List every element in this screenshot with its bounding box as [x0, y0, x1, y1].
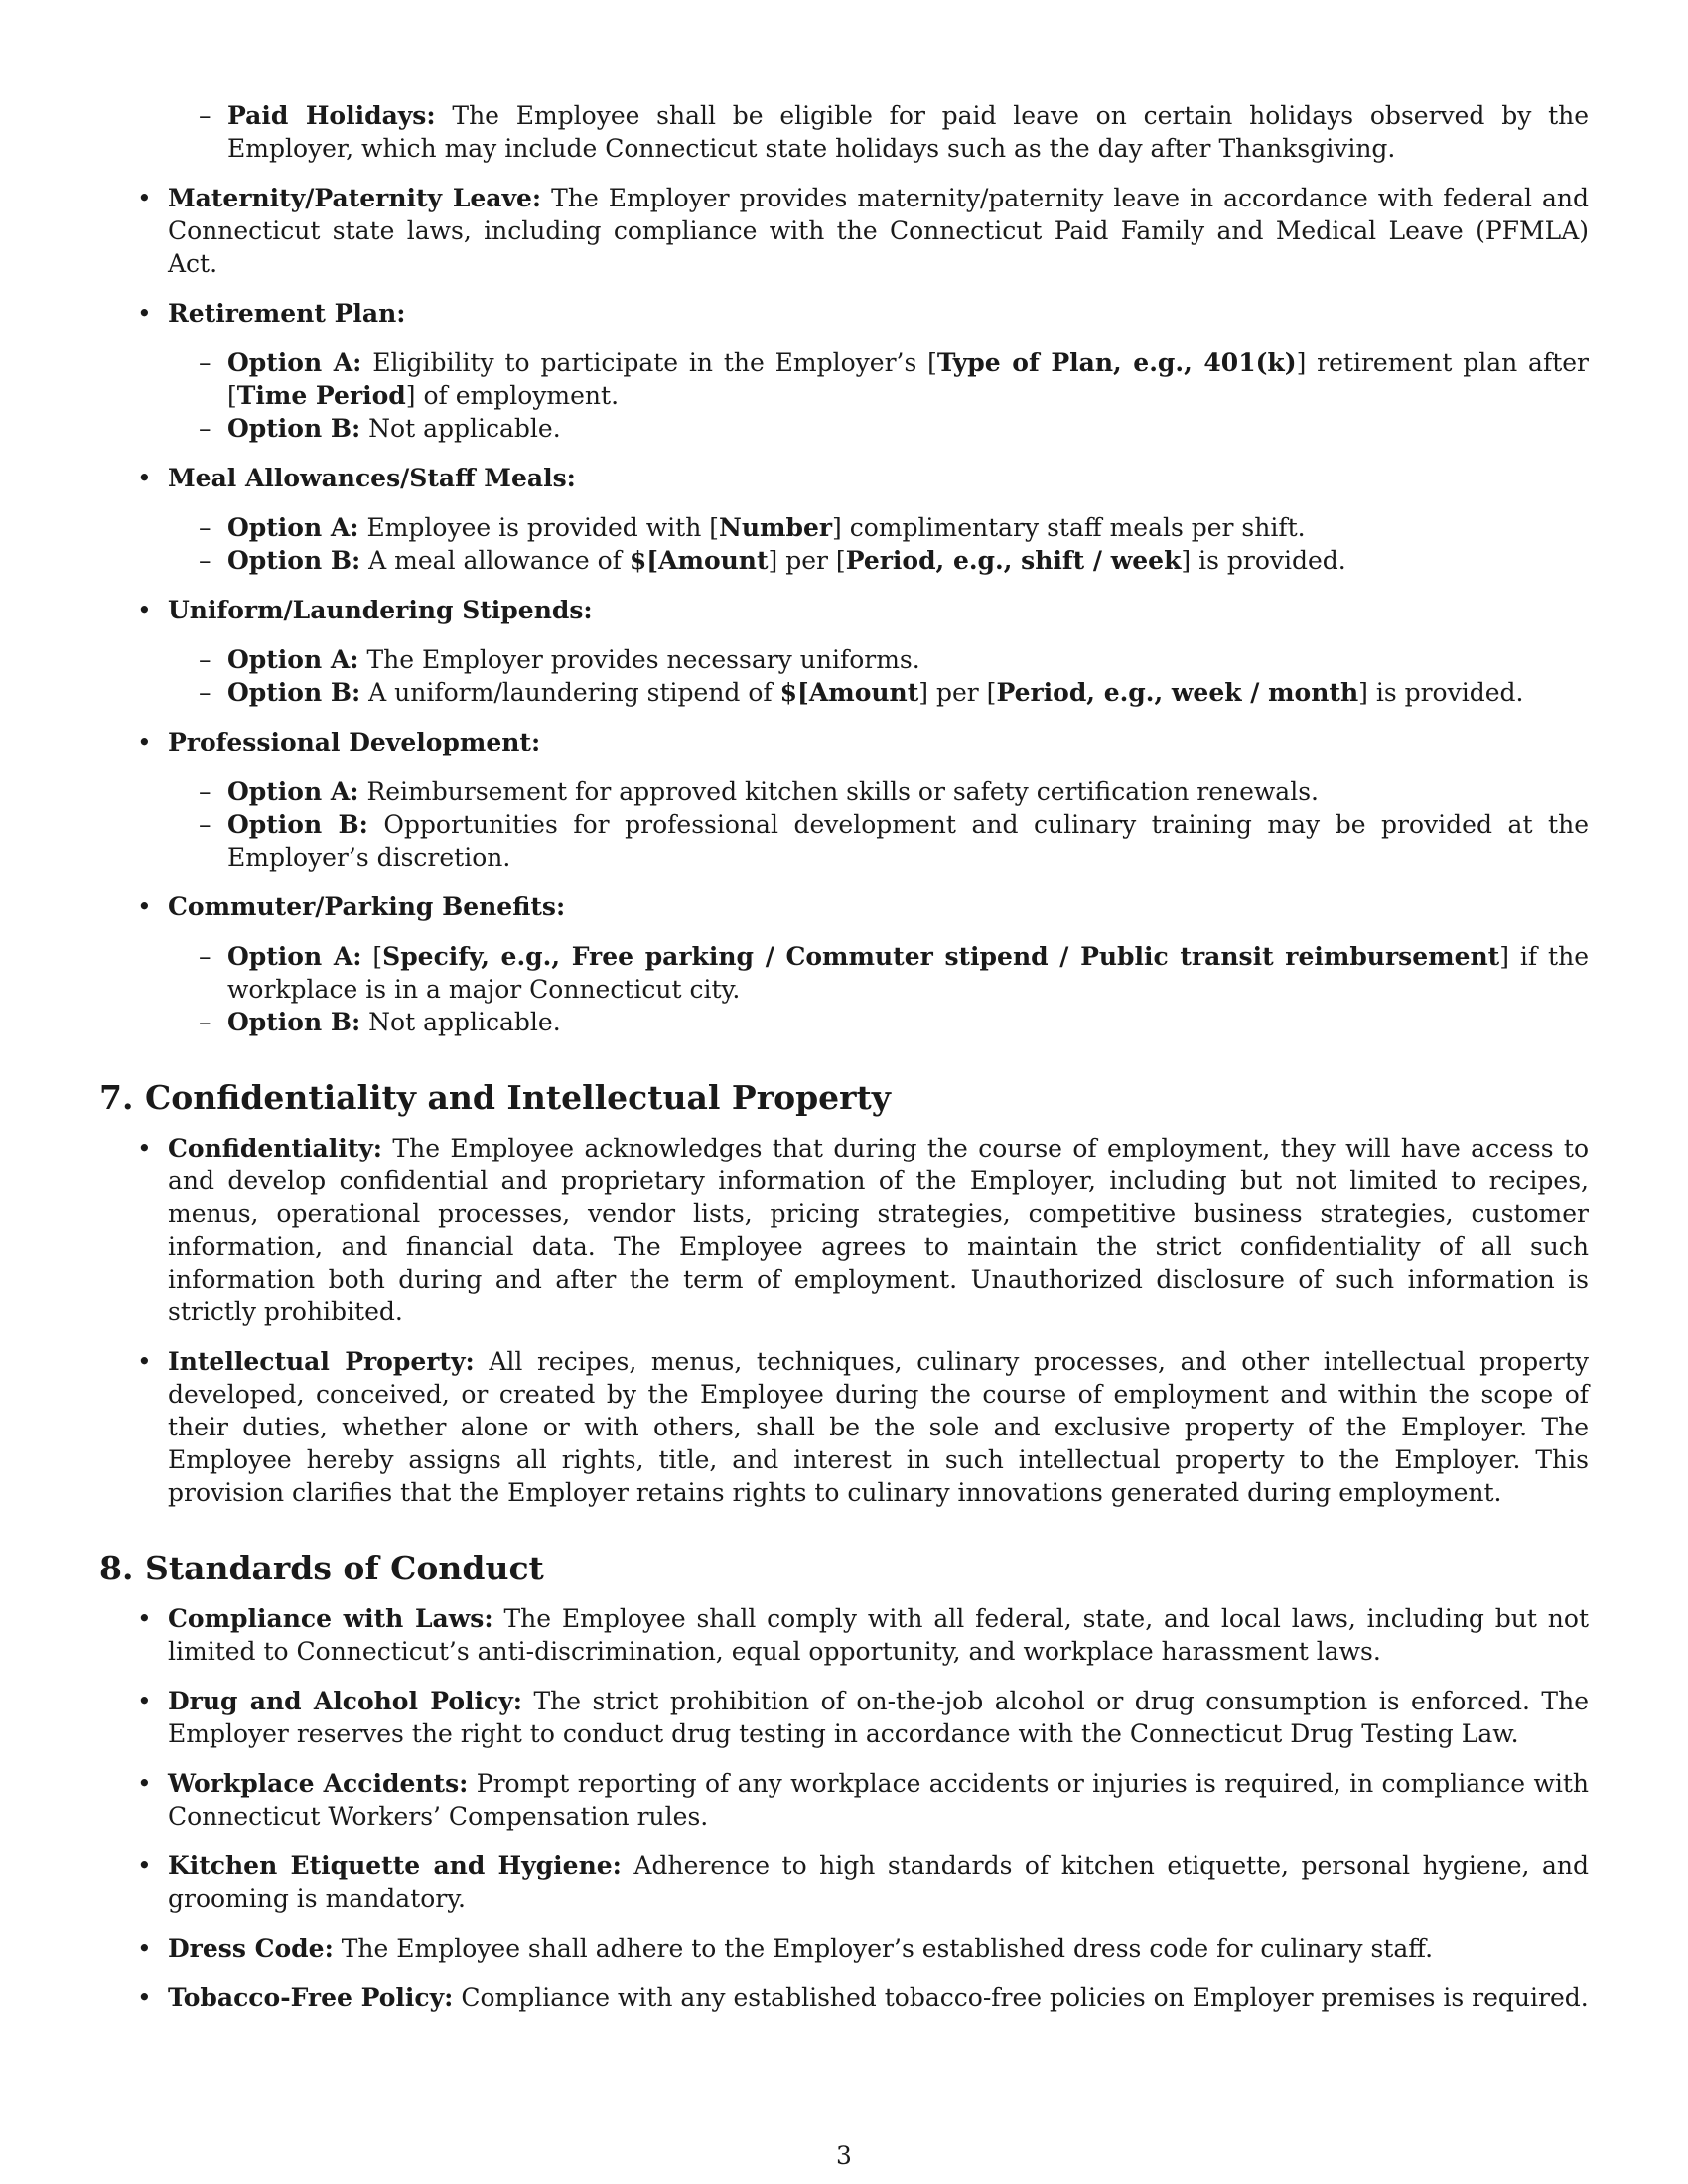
retirement-plan-item	[99, 297, 1589, 445]
option-text: ] is provided.	[1358, 678, 1524, 707]
option-text: [	[372, 942, 383, 971]
section-7-list	[99, 1132, 1589, 1509]
option-text: Employee is provided with [	[366, 513, 719, 542]
placeholder-field: Specify, e.g., Free parking / Commuter stipend / Public transit reimbursement	[382, 942, 1500, 971]
item-label: Professional Development:	[168, 728, 541, 756]
maternity-leave-item	[99, 182, 1589, 280]
placeholder-field: Type of Plan, e.g., 401(k)	[936, 348, 1297, 377]
option-text: Eligibility to participate in the Employer’s [	[372, 348, 937, 377]
item-label: Tobacco-Free Policy:	[168, 1983, 454, 2012]
section-title: Standards of Conduct	[145, 1549, 544, 1587]
item-text: Adherence to high standards of kitchen etiquette, personal hygiene, and grooming is mandatory.	[168, 1851, 1589, 1913]
confidentiality-item	[99, 1132, 1589, 1328]
paid-holidays-item	[168, 99, 1589, 165]
option-text: Not applicable.	[368, 1008, 561, 1036]
section-number: 7.	[99, 1078, 134, 1117]
option-text: The Employer provides necessary uniforms.	[366, 645, 920, 674]
item-label: Retirement Plan:	[168, 299, 406, 328]
placeholder-field: Number	[719, 513, 833, 542]
uniform-stipends-item	[99, 594, 1589, 709]
item-text: The Employer provides maternity/paternity leave in accordance with federal and Connecticut state laws, including compliance with the Connecticut Paid Family and Medical Leave (PFMLA) Act.	[168, 184, 1590, 278]
item-text: Compliance with any established tobacco-free policies on Employer premises is required.	[461, 1983, 1589, 2012]
commuter-parking-item	[99, 890, 1589, 1038]
item-label: Drug and Alcohol Policy:	[168, 1687, 522, 1715]
option-label: Option B:	[227, 1008, 361, 1036]
section-8-heading	[99, 1549, 1589, 1588]
option-a	[168, 511, 1589, 544]
option-a	[168, 346, 1589, 412]
item-label: Kitchen Etiquette and Hygiene:	[168, 1851, 622, 1880]
item-label: Dress Code:	[168, 1934, 334, 1963]
item-text: Prompt reporting of any workplace accidents or injuries is required, in compliance with Connecticut Workers’ Compensation rules.	[168, 1769, 1590, 1831]
item-text: The Employee shall adhere to the Employer’s established dress code for culinary staff.	[341, 1934, 1434, 1963]
benefits-list	[99, 182, 1589, 1038]
section-7-heading	[99, 1078, 1589, 1118]
option-label: Option B:	[227, 810, 368, 839]
meal-allowances-item	[99, 462, 1589, 577]
option-label: Option A:	[227, 513, 359, 542]
item-label: Commuter/Parking Benefits:	[168, 892, 566, 921]
option-label: Option B:	[227, 546, 361, 575]
placeholder-field: Time Period	[236, 381, 406, 410]
item-label: Paid Holidays:	[227, 101, 436, 130]
item-label: Compliance with Laws:	[168, 1604, 493, 1633]
page-number: 3	[836, 2141, 852, 2170]
item-label: Intellectual Property:	[168, 1347, 475, 1376]
placeholder-field: $[Amount	[629, 546, 769, 575]
workplace-accidents-item	[99, 1767, 1589, 1833]
kitchen-etiquette-item	[99, 1849, 1589, 1915]
option-text: ] complimentary staff meals per shift.	[832, 513, 1306, 542]
drug-alcohol-item	[99, 1685, 1589, 1750]
option-b	[168, 808, 1589, 874]
commuter-options	[168, 940, 1589, 1038]
option-label: Option A:	[227, 348, 362, 377]
option-text: Opportunities for professional development and culinary training may be provided at the Employer’s discretion.	[227, 810, 1589, 872]
option-text: Reimbursement for approved kitchen skills or safety certification renewals.	[366, 777, 1319, 806]
page-content	[99, 99, 1589, 2014]
option-text: ] per [	[918, 678, 997, 707]
option-b	[168, 1006, 1589, 1038]
option-text: A uniform/laundering stipend of	[368, 678, 780, 707]
item-text: The strict prohibition of on-the-job alcohol or drug consumption is enforced. The Employer reserves the right to conduct drug testing in accordance with the Connecticut Drug Testing Law.	[168, 1687, 1589, 1748]
placeholder-field: Period, e.g., week / month	[996, 678, 1359, 707]
option-b	[168, 676, 1589, 709]
option-text: ] retirement plan after [	[227, 348, 1590, 410]
item-label: Meal Allowances/Staff Meals:	[168, 464, 576, 492]
item-label: Uniform/Laundering Stipends:	[168, 596, 593, 624]
tobacco-free-item	[99, 1981, 1589, 2014]
item-label: Maternity/Paternity Leave:	[168, 184, 542, 212]
option-text: ] is provided.	[1181, 546, 1346, 575]
section-title: Confidentiality and Intellectual Property	[145, 1078, 891, 1117]
intellectual-property-item	[99, 1345, 1589, 1509]
option-text: ] per [	[768, 546, 846, 575]
placeholder-field: Period, e.g., shift / week	[845, 546, 1182, 575]
option-label: Option A:	[227, 645, 359, 674]
section-number: 8.	[99, 1549, 134, 1587]
meal-options	[168, 511, 1589, 577]
dress-code-item	[99, 1932, 1589, 1965]
item-label: Workplace Accidents:	[168, 1769, 469, 1798]
option-b	[168, 412, 1589, 445]
item-label: Confidentiality:	[168, 1134, 383, 1162]
item-text: All recipes, menus, techniques, culinary processes, and other intellectual property developed, conceived, or created by the Employee during the course of employment and within the scope of their duties, whether alone or with others, shall be the sole and exclusive property of the Employer. The Employee hereby assigns all rights, title, and interest in such intellectual property to the Employer. This provision clarifies that the Employer retains rights to culinary innovations generated during employment.	[168, 1347, 1590, 1507]
option-label: Option A:	[227, 777, 359, 806]
option-text: ] of employment.	[405, 381, 620, 410]
option-b	[168, 544, 1589, 577]
option-label: Option B:	[227, 414, 361, 443]
option-label: Option B:	[227, 678, 361, 707]
uniform-options	[168, 643, 1589, 709]
section-8-list	[99, 1602, 1589, 2014]
item-text: The Employee shall comply with all federal, state, and local laws, including but not limited to Connecticut’s anti-discrimination, equal opportunity, and workplace harassment laws.	[168, 1604, 1590, 1666]
item-text: The Employee shall be eligible for paid leave on certain holidays observed by the Employer, which may include Connecticut state holidays such as the day after Thanksgiving.	[227, 101, 1590, 163]
option-text: ] if the workplace is in a major Connecticut city.	[227, 942, 1589, 1004]
item-text: The Employee acknowledges that during the course of employment, they will have access to and develop confidential and proprietary information of the Employer, including but not limited to recipes, menus, operational processes, vendor lists, pricing strategies, competitive business strategies, customer information, and financial data. The Employee agrees to maintain the strict confidentiality of all such information both during and after the term of employment. Unauthorized disclosure of such information is strictly prohibited.	[168, 1134, 1589, 1326]
option-text: A meal allowance of	[368, 546, 630, 575]
option-a	[168, 775, 1589, 808]
retirement-options	[168, 346, 1589, 445]
placeholder-field: $[Amount	[779, 678, 919, 707]
development-options	[168, 775, 1589, 874]
option-label: Option A:	[227, 942, 362, 971]
compliance-laws-item	[99, 1602, 1589, 1668]
option-a	[168, 643, 1589, 676]
professional-development-item	[99, 726, 1589, 874]
option-text: Not applicable.	[368, 414, 561, 443]
paid-holidays-list	[168, 99, 1589, 165]
option-a	[168, 940, 1589, 1006]
